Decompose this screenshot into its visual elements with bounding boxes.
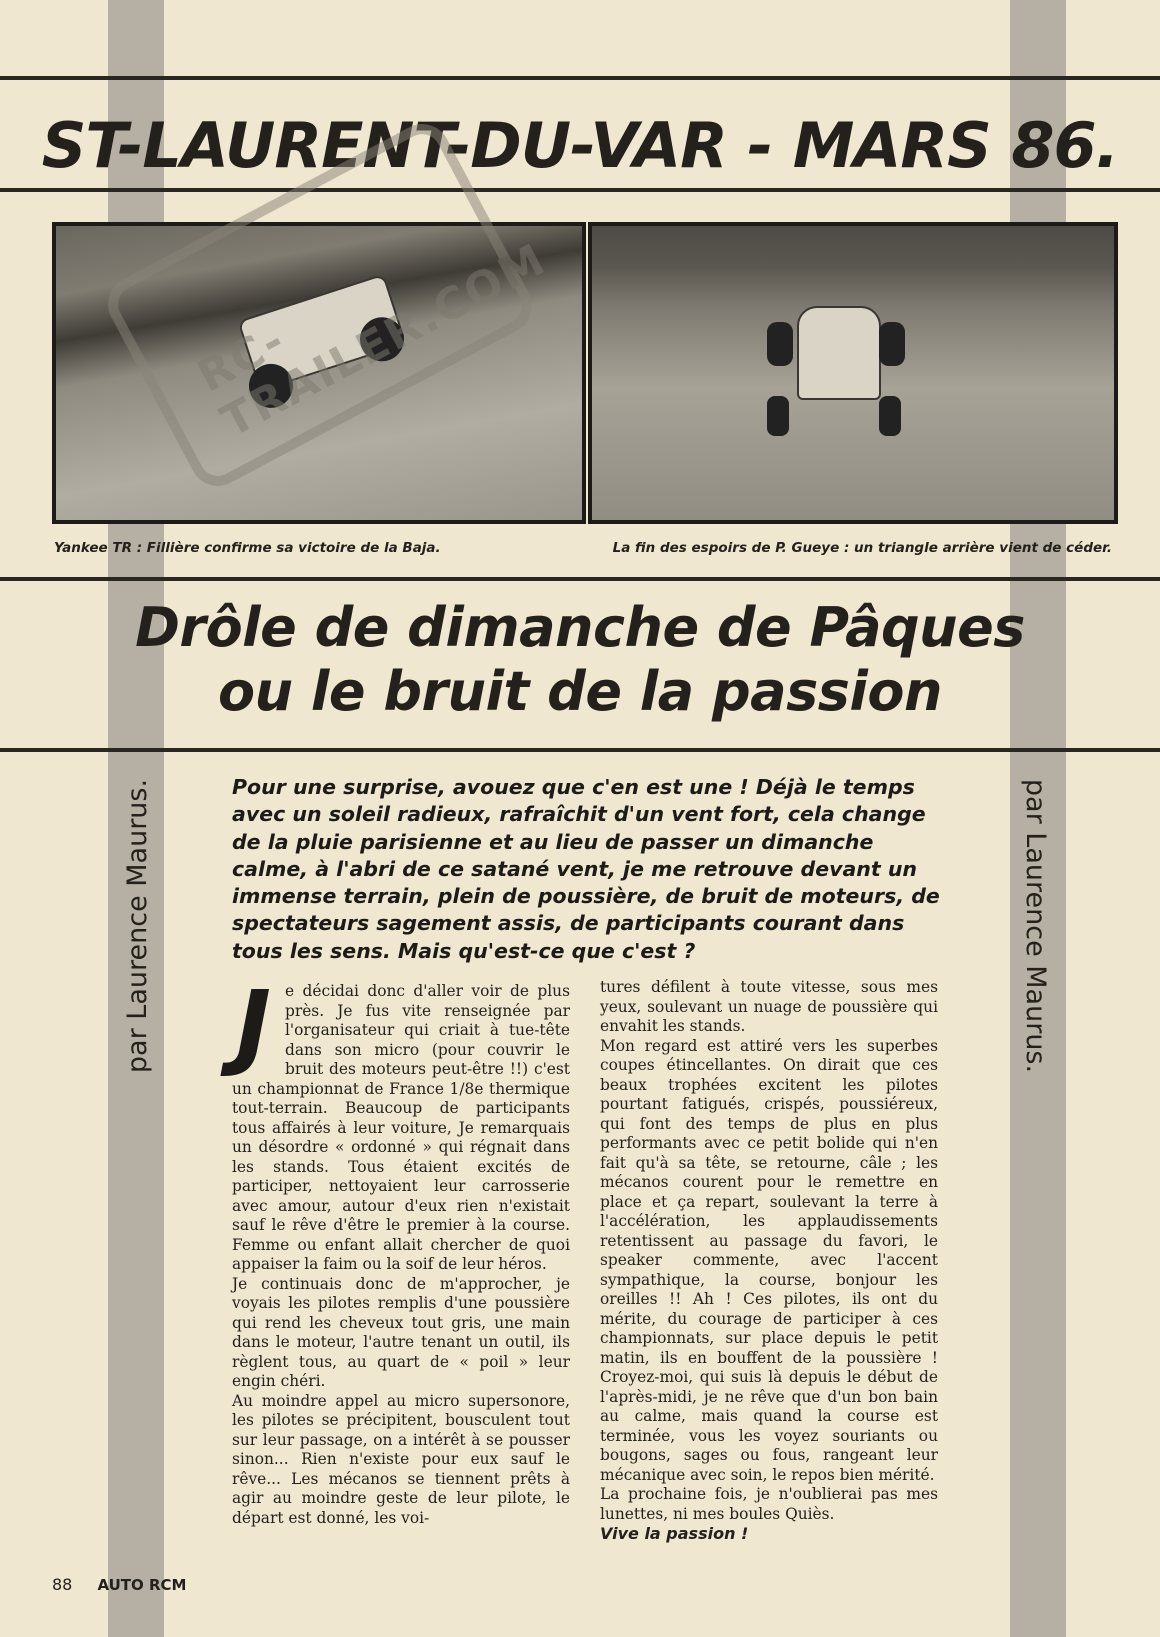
col1-paragraph-2: Je continuais donc de m'approcher, je voyais les pilotes remplis d'une poussière qui rend les cheveux tout gris, une main dans le moteur, l'autre tenant un outil, ils règlent tous, au quart de « poil » leur engin chéri. — [232, 1274, 570, 1390]
page-headline: ST-LAURENT-DU-VAR - MARS 86. — [41, 108, 1119, 182]
signoff: Vive la passion ! — [600, 1524, 749, 1543]
buggy-illustration — [767, 286, 907, 436]
watermark-text: RC-TRAILER.COM — [189, 233, 555, 448]
byline-left: par Laurence Maurus. — [122, 778, 153, 1074]
caption-rule — [0, 577, 1160, 581]
title-rule — [0, 748, 1160, 752]
intro-text: Pour une surprise, avouez que c'en est une ! Déjà le temps avec un soleil radieux, rafraîchit d'un vent fort, cela change de la pluie parisienne et au lieu de passer un dimanche calme, à l'abri de ce satané vent, je me retrouve devant un immense terrain, plein de poussière, de bruit de moteurs, de spectateurs sagement assis, de participants courant dans tous les sens. Mais qu'est-ce que c'est ? — [232, 775, 940, 963]
article-title-line2: ou le bruit de la passion — [218, 660, 942, 723]
column-left — [232, 971, 570, 1528]
photo-buggy — [588, 222, 1118, 524]
col2-paragraph-3: La prochaine fois, je n'oublierai pas mes lunettes, ni mes boules Quiès. — [600, 1485, 938, 1523]
col1-paragraph-1: e décidai donc d'aller voir de plus près. Je fus vite renseignée par l'organisateur qui criait à tue-tête dans son micro (pour couvrir le bruit des moteurs peut-être !!) c'est un championnat de France 1/8e thermique tout-terrain. Beaucoup de participants tous affairés à leur voiture, Je remarquais un désordre « ordonné » qui régnait dans les stands. Tous étaient excités de participer, nettoyaient leur carrosserie avec amour, autour d'eux rien n'existait sauf le rêve d'être le premier à la course. Femme ou enfant allait chercher de quoi appaiser la faim ou la soif de leur héros. — [232, 982, 570, 1273]
byline-right: par Laurence Maurus. — [1020, 778, 1051, 1074]
article-intro — [232, 774, 946, 965]
magazine-name: AUTO RCM — [97, 1576, 187, 1594]
headline-rule — [0, 188, 1160, 192]
col1-paragraph-3: Au moindre appel au micro supersonore, les pilotes se précipitent, bousculent tout sur leur passage, on a intérêt à se pousser sinon... Rien n'existe pour eux sauf le rêve... Les mécanos se tiennent prêts à agir au moindre geste de leur pilote, le départ est donné, les voi- — [232, 1391, 570, 1527]
page-number: 88 — [52, 1575, 73, 1594]
caption-right: La fin des espoirs de P. Gueye : un triangle arrière vient de céder. — [612, 540, 1112, 556]
page-footer — [52, 1575, 186, 1594]
article-title — [0, 596, 1160, 724]
col2-paragraph-2: Mon regard est attiré vers les superbes coupes étincellantes. On dirait que ces beaux trophées excitent les pilotes pourtant fatigués, crispés, poussiéreux, qui font des temps de plus en plus performants avec ce petit bolide qui n'en fait qu'à sa tête, se retourne, câle ; les mécanos courent pour le remettre en place et ça repart, soulevant la terre à l'accélération, les applaudissements retentissent au passage du favori, le speaker commente, avec l'accent sympathique, la course, bonjour les oreilles !! Ah ! Ces pilotes, ils ont du mérite, du courage de participer à ces championnats, sur place depuis le petit matin, ils en bouffent de la poussière ! Croyez-moi, qui suis là depuis le début de l'après-midi, je ne rêve que d'un bon bain au calme, mais quand la course est terminée, vous les voyez souriants ou bougons, sages ou fous, rangeant leur mécanique avec soin, le repos bien mérité. — [600, 1036, 938, 1484]
col2-paragraph-1: tures défilent à toute vitesse, sous mes yeux, soulevant un nuage de poussière qui envahit les stands. — [600, 978, 938, 1035]
article-title-line1: Drôle de dimanche de Pâques — [135, 596, 1025, 659]
top-rule — [0, 76, 1160, 80]
caption-left: Yankee TR : Fillière confirme sa victoire de la Baja. — [54, 540, 441, 556]
column-right — [600, 978, 938, 1544]
dropcap: J — [236, 971, 271, 1080]
